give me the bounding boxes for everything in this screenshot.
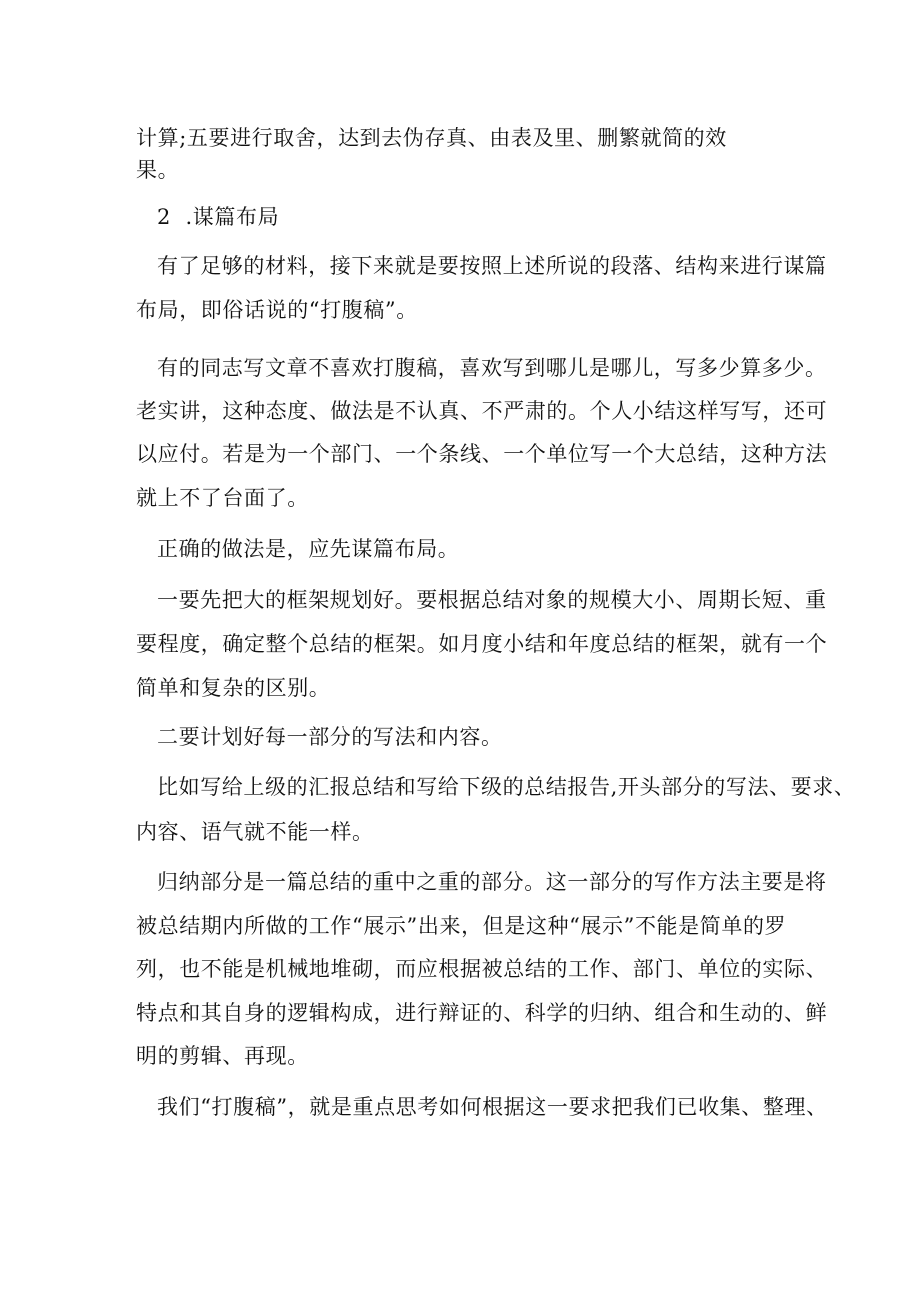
- text-line: 被总结期内所做的工作“展示”出来，但是这种“展示”不能是简单的罗: [136, 914, 787, 938]
- paragraph-line: 正确的做法是，应先谋篇布局。: [157, 537, 460, 561]
- text-line: 要程度，确定整个总结的框架。如月度小结和年度总结的框架，就有一个: [136, 632, 828, 656]
- text-line: 布局，即俗话说的“打腹稿”。: [136, 298, 418, 322]
- paragraph-line: 有了足够的材料，接下来就是要按照上述所说的段落、结构来进行谋篇: [157, 254, 827, 278]
- text-line: 果。: [136, 158, 180, 182]
- paragraph-line: 比如写给上级的汇报总结和写给下级的总结报告,开头部分的写法、要求、: [157, 775, 856, 799]
- text-line: 列，也不能是机械地堆砌，而应根据被总结的工作、部门、单位的实际、: [136, 957, 828, 981]
- paragraph-line: 二要计划好每一部分的写法和内容。: [157, 725, 503, 749]
- paragraph-line: 归纳部分是一篇总结的重中之重的部分。这一部分的写作方法主要是将: [157, 870, 827, 894]
- paragraph-line: 一要先把大的框架规划好。要根据总结对象的规模大小、周期长短、重: [157, 588, 827, 612]
- text-line: 就上不了台面了。: [136, 486, 309, 510]
- text-line: 计算;五要进行取舍，达到去伪存真、由表及里、删繁就简的效: [136, 126, 727, 150]
- section-heading: 2 .谋篇布局: [157, 205, 280, 229]
- text-line: 特点和其自身的逻辑构成，进行辩证的、科学的归纳、组合和生动的、鲜: [136, 1001, 828, 1025]
- text-line: 内容、语气就不能一样。: [136, 820, 374, 844]
- text-line: 以应付。若是为一个部门、一个条线、一个单位写一个大总结，这种方法: [136, 442, 828, 466]
- paragraph-line: 我们“打腹稿”，就是重点思考如何根据这一要求把我们已收集、整理、: [157, 1095, 828, 1119]
- text-line: 明的剪辑、再现。: [136, 1044, 309, 1068]
- text-line: 简单和复杂的区别。: [136, 676, 331, 700]
- text-line: 老实讲，这种态度、做法是不认真、不严肃的。个人小结这样写写，还可: [136, 399, 828, 423]
- paragraph-line: 有的同志写文章不喜欢打腹稿，喜欢写到哪儿是哪儿，写多少算多少。: [157, 356, 827, 380]
